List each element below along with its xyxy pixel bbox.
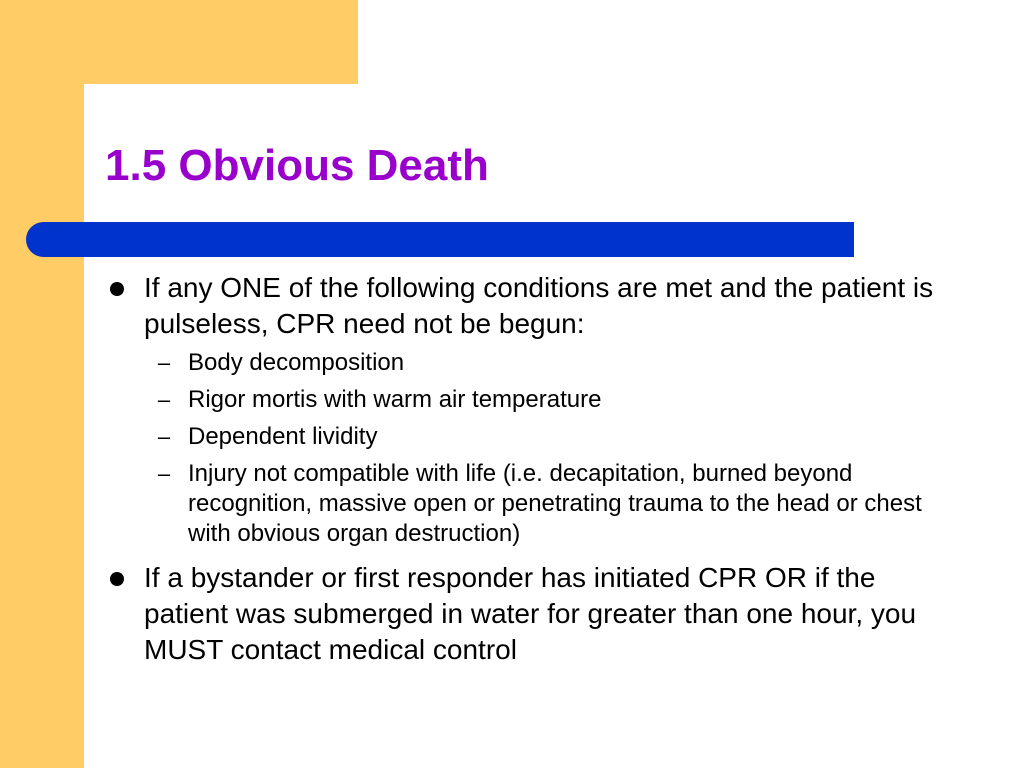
sub-bullet-text: Rigor mortis with warm air temperature — [188, 386, 602, 413]
dash-icon: – — [157, 424, 171, 449]
sub-bullet-item — [144, 385, 954, 415]
sub-bullet-text: Body decomposition — [188, 349, 405, 376]
bullet-icon — [110, 282, 124, 296]
dash-icon: – — [157, 350, 171, 375]
sub-bullet-text: Dependent lividity — [188, 423, 378, 450]
bullet-list — [104, 270, 954, 668]
sub-bullet-item — [144, 459, 954, 549]
top-accent-band — [0, 0, 358, 84]
bullet-item — [104, 270, 954, 549]
left-accent-band — [0, 0, 84, 768]
bullet-icon — [110, 572, 124, 586]
sub-bullet-text: Injury not compatible with life (i.e. decapitation, burned beyond recognition, massive open or penetrating trauma to the head or chest with obvious organ destruction) — [188, 460, 922, 547]
title-rule — [26, 222, 854, 257]
bullet-text: If any ONE of the following conditions are met and the patient is pulseless, CPR need not be begun: — [144, 272, 934, 339]
dash-icon: – — [157, 387, 171, 412]
bullet-item — [104, 560, 954, 668]
slide-title: 1.5 Obvious Death — [105, 141, 489, 190]
sub-bullet-list — [144, 348, 954, 549]
sub-bullet-item — [144, 422, 954, 452]
sub-bullet-item — [144, 348, 954, 378]
dash-icon: – — [157, 461, 171, 486]
bullet-text: If a bystander or first responder has initiated CPR OR if the patient was submerged in water for greater than one hour, you MUST contact medical control — [144, 562, 917, 665]
